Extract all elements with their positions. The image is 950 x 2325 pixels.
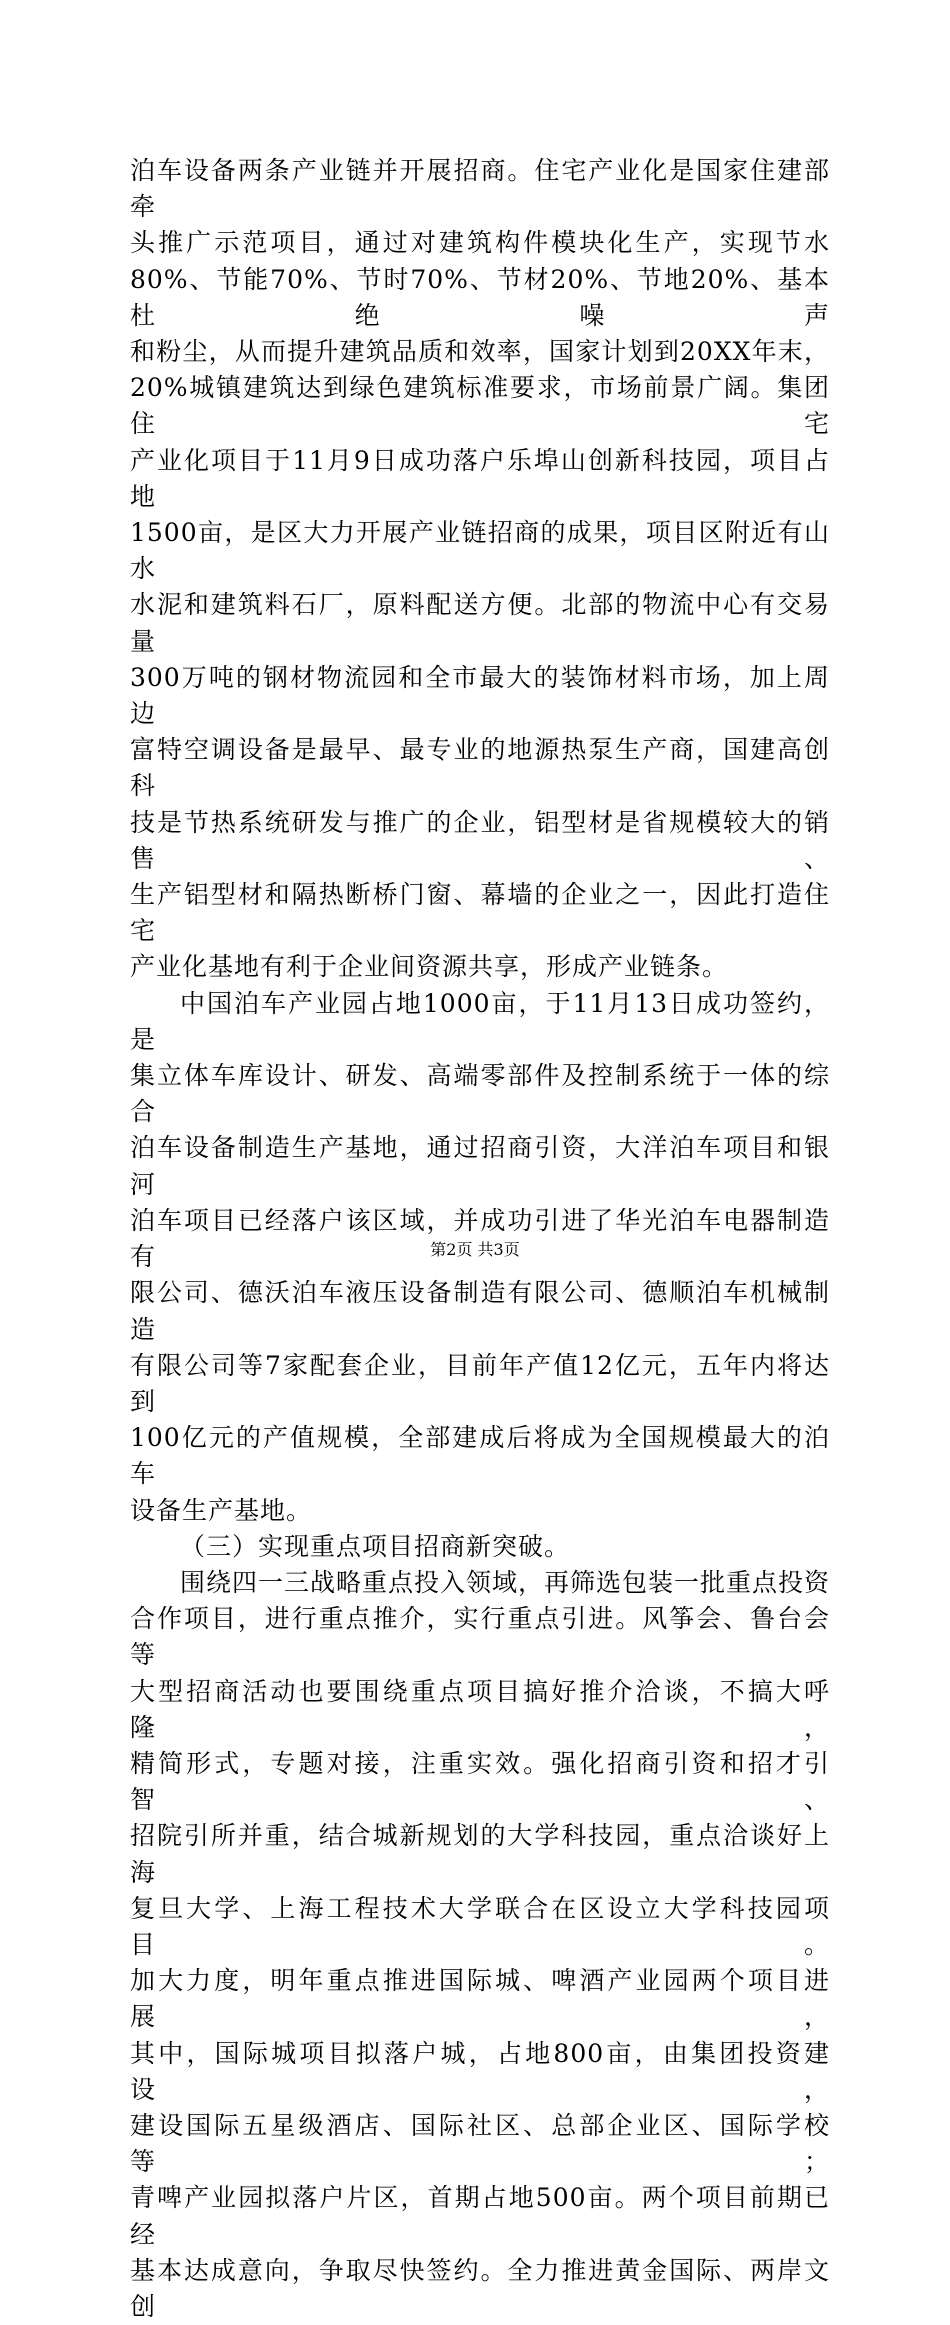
text-line: 精简形式，专题对接，注重实效。强化招商引资和招才引智、 [130,1748,830,1815]
text-line: 基本达成意向，争取尽快签约。全力推进黄金国际、两岸文创 [130,2255,830,2321]
text-line: 加大力度，明年重点推进国际城、啤酒产业园两个项目进展， [130,1966,830,2032]
text-line: 合作项目，进行重点推介，实行重点引进。风筝会、鲁台会等 [130,1604,830,1670]
text-line: 集立体车库设计、研发、高端零部件及控制系统于一体的综合 [130,1061,830,1127]
text-line: 建设国际五星级酒店、国际社区、总部企业区、国际学校等； [130,2110,830,2177]
text-line: 300万吨的钢材物流园和全市最大的装饰材料市场，加上周边 [130,662,830,729]
text-line: 80%、节能70%、节时70%、节材20%、节地20%、基本杜绝噪声 [130,264,830,330]
text-line: 泊车设备两条产业链并开展招商。住宅产业化是国家住建部牵 [130,156,830,222]
paragraph-key-projects [130,1565,830,2325]
text-line: 泊车项目已经落户该区域，并成功引进了华光泊车电器制造有 [130,1205,830,1272]
text-line: 产业化项目于11月9日成功落户乐埠山创新科技园，项目占地 [130,445,830,511]
text-line: 1500亩，是区大力开展产业链招商的成果，项目区附近有山水 [130,518,830,584]
text-line: 围绕四一三战略重点投入领域，再筛选包装一批重点投资 [180,1567,831,1597]
heading-line: （三）实现重点项目招商新突破。 [180,1531,571,1561]
text-line: 招院引所并重，结合城新规划的大学科技园，重点洽谈好上海 [130,1821,830,1887]
text-line: 青啤产业园拟落户片区，首期占地500亩。两个项目前期已经 [130,2183,830,2249]
text-line: 生产铝型材和隔热断桥门窗、幕墙的企业之一，因此打造住宅 [130,880,830,946]
text-line: 复旦大学、上海工程技术大学联合在区设立大学科技园项目。 [130,1893,830,1959]
text-line: 泊车设备制造生产基地，通过招商引资，大洋泊车项目和银河 [130,1133,830,1199]
text-line: 设备生产基地。 [130,1495,313,1525]
text-line: 100亿元的产值规模，全部建成后将成为全国规模最大的泊车 [130,1423,830,1489]
text-line: 20%城镇建筑达到绿色建筑标准要求，市场前景广阔。集团住宅 [130,373,830,439]
text-line: 富特空调设备是最早、最专业的地源热泵生产商，国建高创科 [130,735,830,801]
text-line: 头推广示范项目，通过对建筑构件模块化生产，实现节水 [130,228,830,258]
text-line: 技是节热系统研发与推广的企业，铝型材是省规模较大的销售、 [130,807,830,873]
section-heading [130,1529,830,1565]
document-body [130,153,830,2325]
text-line: 限公司、德沃泊车液压设备制造有限公司、德顺泊车机械制造 [130,1278,830,1344]
text-line: 产业化基地有利于企业间资源共享，形成产业链条。 [130,952,729,982]
text-line: 水泥和建筑料石厂，原料配送方便。北部的物流中心有交易量 [130,590,830,656]
text-line: 大型招商活动也要围绕重点项目搞好推介洽谈，不搞大呼隆， [130,1676,830,1742]
text-line: 和粉尘，从而提升建筑品质和效率，国家计划到20XX年末， [130,337,830,367]
text-line: 有限公司等7家配套企业，目前年产值12亿元，五年内将达到 [130,1350,830,1416]
text-line: 中国泊车产业园占地1000亩，于11月13日成功签约，是 [130,988,830,1054]
paragraph-housing-industrialization [130,153,830,986]
page-number-footer: 第2页 共3页 [430,1240,520,1259]
text-line: 其中，国际城项目拟落户城，占地800亩，由集团投资建设， [130,2038,830,2104]
